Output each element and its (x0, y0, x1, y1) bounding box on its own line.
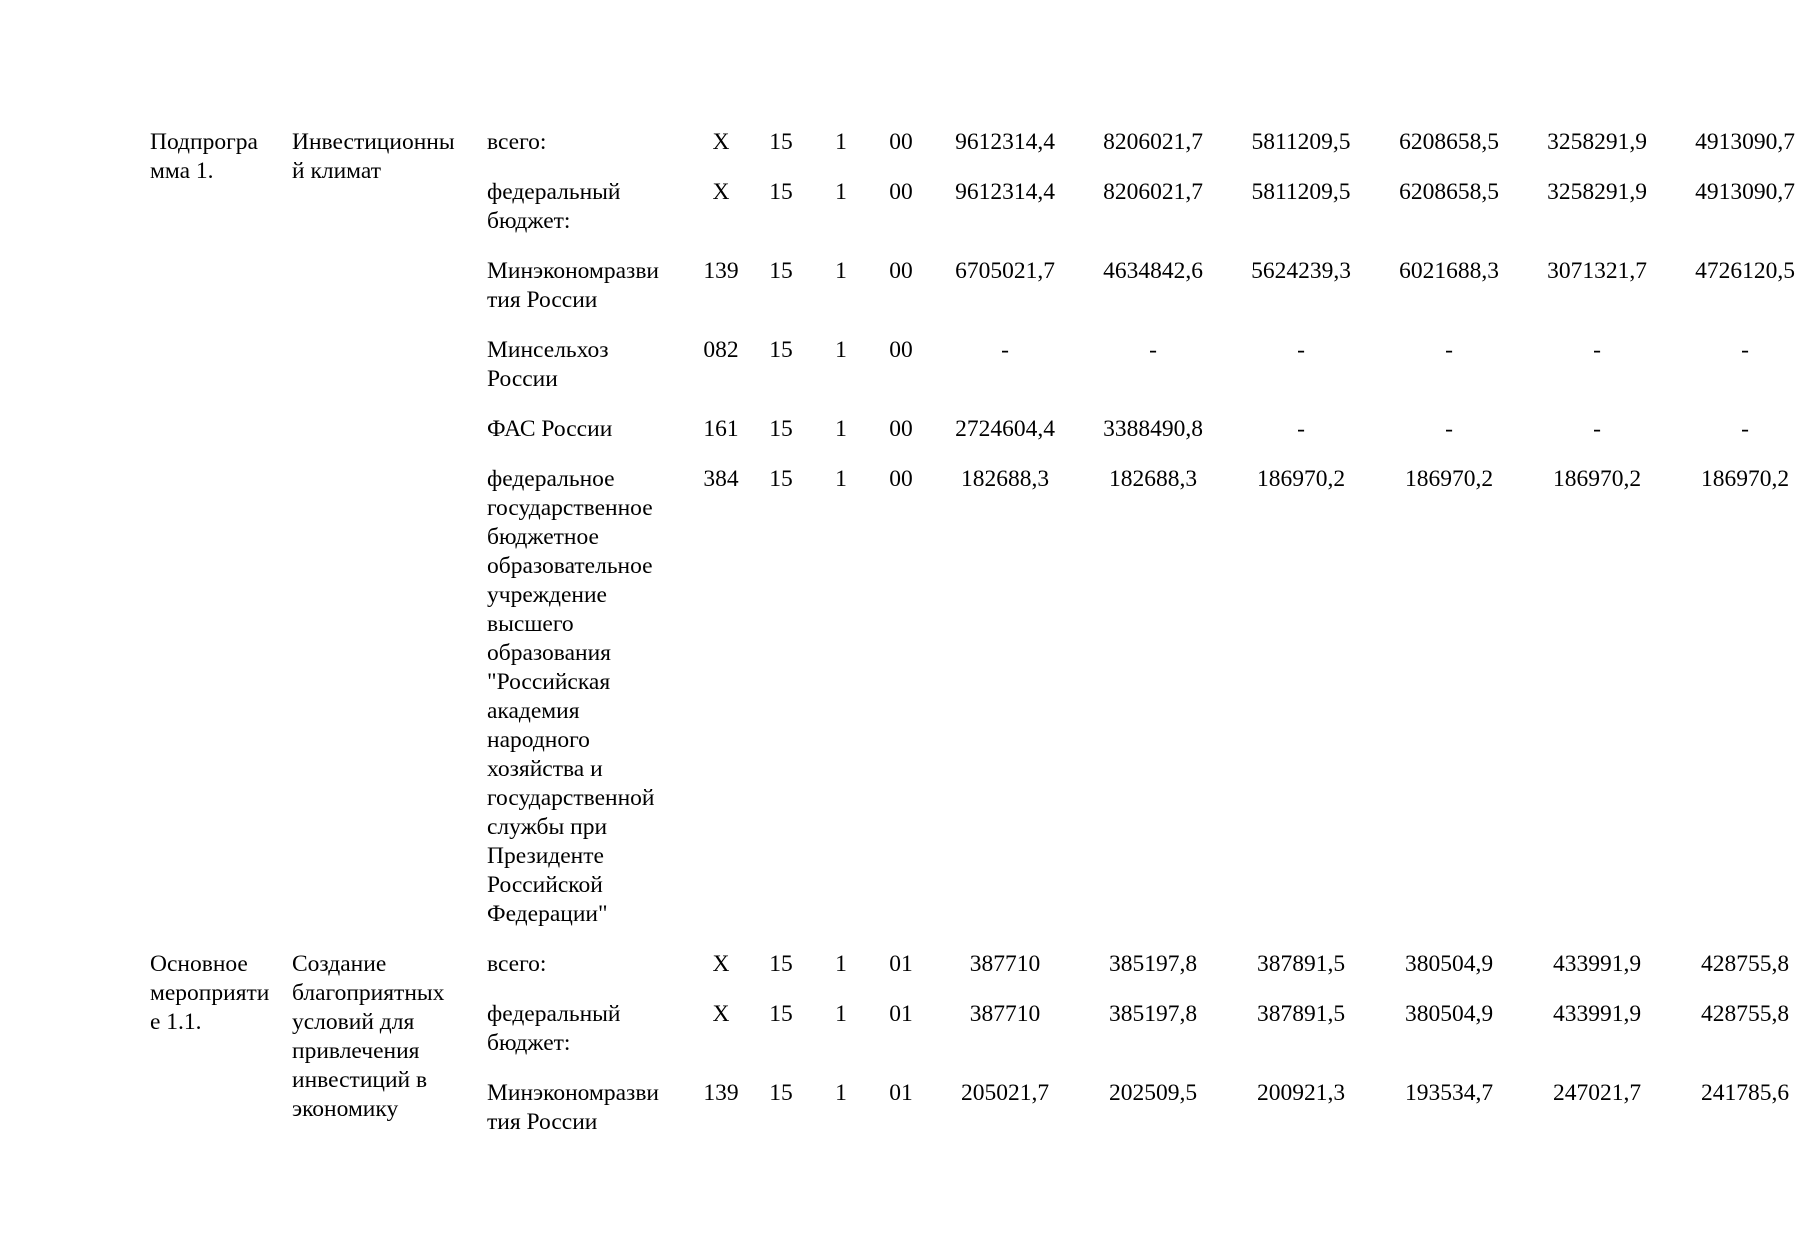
value-cell: 8206021,7 (1103, 179, 1203, 205)
gp-code: 15 (769, 951, 793, 977)
value-cell: - (1741, 337, 1749, 363)
value-cell: 2724604,4 (955, 416, 1055, 442)
grbs-code: 139 (703, 1080, 739, 1106)
om-code: 01 (889, 1080, 913, 1106)
pgp-code: 1 (835, 1001, 847, 1027)
executor-cell: федеральный бюджет: (487, 179, 621, 234)
value-cell: 387891,5 (1256, 1001, 1346, 1027)
gp-code: 15 (769, 466, 793, 492)
value-cell: 186970,2 (1256, 466, 1346, 492)
gp-code: 15 (769, 1080, 793, 1106)
value-cell: 3258291,9 (1547, 179, 1647, 205)
gp-code: 15 (769, 179, 793, 205)
value-cell: 6208658,5 (1399, 179, 1499, 205)
value-cell: 4726120,5 (1695, 258, 1795, 284)
value-cell: 6705021,7 (955, 258, 1055, 284)
pgp-code: 1 (835, 416, 847, 442)
executor-cell: всего: (487, 951, 547, 977)
pgp-code: 1 (835, 179, 847, 205)
pgp-code: 1 (835, 129, 847, 155)
value-cell: 5624239,3 (1251, 258, 1351, 284)
gp-code: 15 (769, 337, 793, 363)
executor-cell: Минэкономразви тия России (487, 1080, 659, 1135)
gp-code: 15 (769, 129, 793, 155)
om-code: 00 (889, 416, 913, 442)
value-cell: 380504,9 (1404, 1001, 1494, 1027)
pgp-code: 1 (835, 951, 847, 977)
value-cell: 9612314,4 (955, 129, 1055, 155)
value-cell: - (1741, 416, 1749, 442)
value-cell: 6021688,3 (1399, 258, 1499, 284)
value-cell: 8206021,7 (1103, 129, 1203, 155)
pgp-code: 1 (835, 466, 847, 492)
pgp-code: 1 (835, 1080, 847, 1106)
value-cell: 186970,2 (1404, 466, 1494, 492)
value-cell: 5811209,5 (1251, 129, 1351, 155)
grbs-code: X (712, 951, 730, 977)
value-cell: 387710 (969, 1001, 1041, 1027)
executor-cell: всего: (487, 129, 547, 155)
grbs-code: X (712, 129, 730, 155)
grbs-code: 161 (703, 416, 739, 442)
value-cell: 3258291,9 (1547, 129, 1647, 155)
value-cell: - (1297, 416, 1305, 442)
gp-code: 15 (769, 416, 793, 442)
program-name-cell: Создание благоприятных условий для привлечения инвестиций в экономику (292, 951, 445, 1122)
value-cell: 428755,8 (1700, 1001, 1790, 1027)
pgp-code: 1 (835, 258, 847, 284)
value-cell: 428755,8 (1700, 951, 1790, 977)
value-cell: 4634842,6 (1103, 258, 1203, 284)
value-cell: 182688,3 (1108, 466, 1198, 492)
value-cell: - (1445, 337, 1453, 363)
om-code: 00 (889, 466, 913, 492)
value-cell: 433991,9 (1552, 951, 1642, 977)
status-cell: Основное мероприяти е 1.1. (150, 951, 270, 1035)
program-name-cell: Инвестиционны й климат (292, 129, 455, 184)
executor-cell: федеральное государственное бюджетное образовательное учреждение высшего образования "Российская академия народного хозяйства и государственной службы при Президенте Российской Федерации" (487, 466, 655, 927)
executor-cell: ФАС России (487, 416, 613, 442)
om-code: 01 (889, 951, 913, 977)
value-cell: 247021,7 (1552, 1080, 1642, 1106)
gp-code: 15 (769, 1001, 793, 1027)
value-cell: - (1149, 337, 1157, 363)
value-cell: 193534,7 (1404, 1080, 1494, 1106)
value-cell: - (1445, 416, 1453, 442)
om-code: 01 (889, 1001, 913, 1027)
value-cell: 3388490,8 (1103, 416, 1203, 442)
value-cell: 202509,5 (1108, 1080, 1198, 1106)
value-cell: 186970,2 (1552, 466, 1642, 492)
value-cell: 3071321,7 (1547, 258, 1647, 284)
executor-cell: Минэкономразви тия России (487, 258, 659, 313)
value-cell: 4913090,7 (1695, 129, 1795, 155)
value-cell: 9612314,4 (955, 179, 1055, 205)
value-cell: 433991,9 (1552, 1001, 1642, 1027)
value-cell: 385197,8 (1108, 1001, 1198, 1027)
grbs-code: X (712, 1001, 730, 1027)
value-cell: 4913090,7 (1695, 179, 1795, 205)
value-cell: 182688,3 (960, 466, 1050, 492)
om-code: 00 (889, 337, 913, 363)
om-code: 00 (889, 258, 913, 284)
grbs-code: 082 (703, 337, 739, 363)
pgp-code: 1 (835, 337, 847, 363)
value-cell: 387710 (969, 951, 1041, 977)
grbs-code: 139 (703, 258, 739, 284)
value-cell: - (1001, 337, 1009, 363)
value-cell: - (1593, 416, 1601, 442)
om-code: 00 (889, 179, 913, 205)
value-cell: 241785,6 (1700, 1080, 1790, 1106)
value-cell: 200921,3 (1256, 1080, 1346, 1106)
executor-cell: Минсельхоз России (487, 337, 609, 392)
gp-code: 15 (769, 258, 793, 284)
value-cell: 186970,2 (1700, 466, 1790, 492)
value-cell: 385197,8 (1108, 951, 1198, 977)
value-cell: - (1297, 337, 1305, 363)
grbs-code: X (712, 179, 730, 205)
value-cell: 380504,9 (1404, 951, 1494, 977)
value-cell: 387891,5 (1256, 951, 1346, 977)
grbs-code: 384 (703, 466, 739, 492)
value-cell: - (1593, 337, 1601, 363)
value-cell: 6208658,5 (1399, 129, 1499, 155)
om-code: 00 (889, 129, 913, 155)
value-cell: 5811209,5 (1251, 179, 1351, 205)
executor-cell: федеральный бюджет: (487, 1001, 621, 1056)
value-cell: 205021,7 (960, 1080, 1050, 1106)
table-row (144, 128, 1820, 178)
table-row (144, 950, 1820, 1000)
budget-table (144, 128, 1820, 1158)
status-cell: Подпрогра мма 1. (150, 129, 258, 184)
